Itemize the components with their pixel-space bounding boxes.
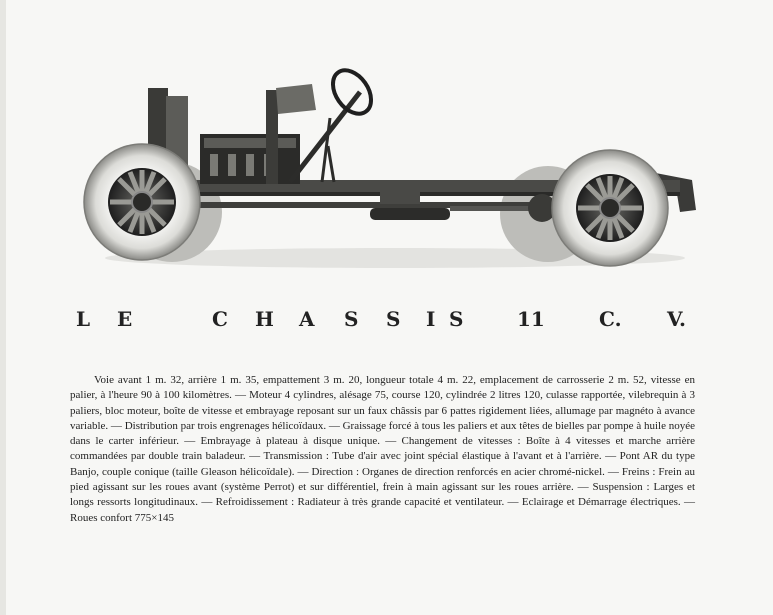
title-letter: H — [255, 307, 274, 331]
title-letter: S — [449, 307, 464, 331]
title-number: 11 — [517, 307, 545, 331]
title-letter: C — [212, 307, 228, 331]
title-letter: I — [426, 307, 436, 331]
title-letter: L — [76, 307, 91, 331]
title-letter: C. — [599, 307, 622, 331]
title-letter: S — [344, 307, 359, 331]
title-letter: V. — [667, 307, 686, 331]
title-letter: E — [117, 307, 133, 331]
specifications-paragraph: Voie avant 1 m. 32, arrière 1 m. 35, empattement 3 m. 20, longueur totale 4 m. 22, emplacement de carrosserie 2 m. 52, vitesse en palier, à l'heure 90 à 100 kilomètres. — Moteur 4 cylindres, alésage 75, course 120, cylindrée 2 litres 120, culasse rapportée, vilebrequin à 3 paliers, bloc moteur, boîte de vitesse et embrayage reposant sur un faux châssis par 6 pattes rigidement liées, allumage par magnéto à avance variable. — Distribution par trois engrenages hélicoïdaux. — Graissage forcé à tous les paliers et aux têtes de bielles par pompe à huile noyée dans le carter inférieur. — Embrayage à plateau à disque unique. — Changement de vitesses : Boîte à 4 vitesses et marche arrière commandées par double train baladeur. — Transmission : Tube d'air avec joint spécial élastique à l'avant et à l'arrière. — Pont AR du type Banjo, couple conique (taille Gleason hélicoïdale). — Direction : Organes de direction renforcés en acier chromé-nickel. — Freins : Frein au pied agissant sur les roues avant (système Perrot) et sur différentiel, frein à main agissant sur les roues arrière. — Suspension : Larges et longs ressorts longitudinaux. — Refroidissement : Radiateur à très grande capacité et ventilateur. — Eclairage et Démarrage électriques. — Roues confort 775×145 — [70, 374, 695, 524]
title-letter: A — [299, 307, 315, 331]
title-letter: S — [386, 307, 401, 331]
chassis-photo — [80, 62, 700, 277]
